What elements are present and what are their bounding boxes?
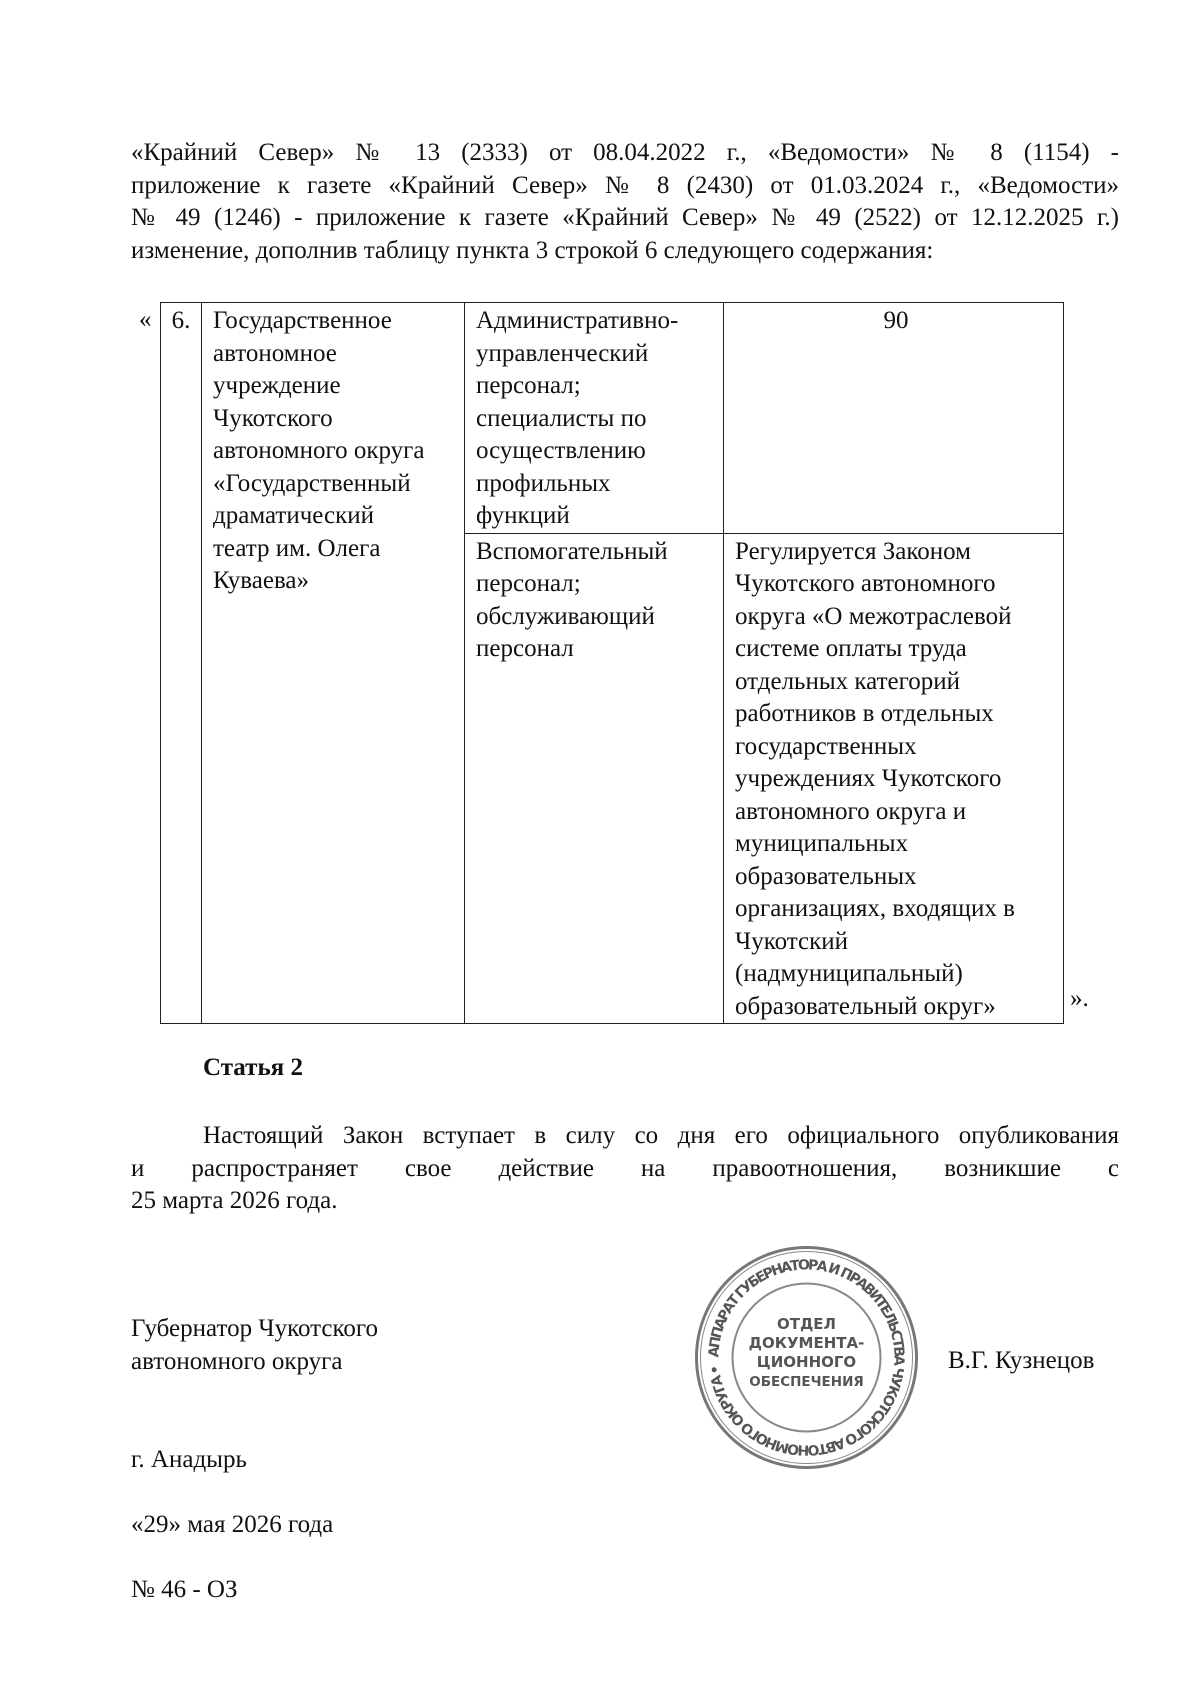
- seal-center-line: ЦИОННОГО: [756, 1353, 857, 1371]
- law-number: № 46 - ОЗ: [131, 1576, 238, 1603]
- intro-line: приложение к газете «Крайний Север» № 8 (2430) от 01.03.2024 г., «Ведомости»: [131, 171, 1119, 199]
- category-cell: [465, 303, 724, 534]
- signing-date: «29» мая 2026 года: [131, 1511, 334, 1538]
- value-text: 90: [883, 307, 909, 334]
- seal-ring-text: АППАРАТ ГУБЕРНАТОРА И ПРАВИТЕЛЬСТВА ЧУКОТСКОГО АВТОНОМНОГО ОКРУГА •: [706, 1257, 907, 1458]
- seal-center-line: ОТДЕЛ: [776, 1315, 837, 1333]
- signer-name: В.Г. Кузнецов: [948, 1347, 1095, 1374]
- inserted-table: [160, 302, 1064, 1024]
- intro-line: «Крайний Север» № 13 (2333) от 08.04.2022 г., «Ведомости» № 8 (1154) -: [131, 139, 1119, 166]
- row-number-cell: [161, 303, 202, 1024]
- article-body: [131, 1120, 1119, 1218]
- article-line: Настоящий Закон вступает в силу со дня его официального опубликования: [203, 1122, 1119, 1149]
- table-open-quote: «: [139, 306, 152, 333]
- intro-line: № 49 (1246) - приложение к газете «Крайний Север» № 49 (2522) от 12.12.2025 г.): [131, 204, 1119, 231]
- table-close-quote: ».: [1070, 985, 1089, 1012]
- row-number: 6.: [171, 307, 191, 334]
- governor-title: Губернатор Чукотского автономного округа: [131, 1315, 378, 1375]
- institution-cell: [202, 303, 465, 1024]
- value-text: Регулируется Законом Чукотского автономного округа «О межотраслевой системе оплаты труда отдельных категорий работников в отдельных государственных учреждениях Чукотского автономного округа и муниципальных образовательных организациях, входящих в Чукотский (надмуниципальный) образовательный округ»: [735, 537, 1015, 1020]
- intro-paragraph: [131, 137, 1119, 267]
- seal-center-line: ДОКУМЕНТА-: [748, 1334, 865, 1352]
- article-line: 25 марта 2026 года.: [131, 1187, 338, 1214]
- value-cell: [724, 533, 1064, 1024]
- article-line: и распространяет свое действие на правоотношения, возникшие с: [131, 1154, 1119, 1182]
- value-cell: [724, 303, 1064, 534]
- category-cell: [465, 533, 724, 1024]
- category-text: Административно- управленческий персонал; специалисты по осуществлению профильных функций: [476, 307, 679, 529]
- intro-line: изменение, дополнив таблицу пункта 3 строкой 6 следующего содержания:: [131, 236, 934, 264]
- signing-city: г. Анадырь: [131, 1446, 247, 1473]
- category-text: Вспомогательный персонал; обслуживающий персонал: [476, 537, 668, 662]
- table-row: [161, 303, 1064, 534]
- seal-center-line: ОБЕСПЕЧЕНИЯ: [749, 1374, 864, 1390]
- official-seal: [694, 1245, 919, 1470]
- article-title: Статья 2: [203, 1054, 303, 1081]
- institution-name: Государственное автономное учреждение Чукотского автономного округа «Государственный драматический театр им. Олега Куваева»: [213, 307, 425, 594]
